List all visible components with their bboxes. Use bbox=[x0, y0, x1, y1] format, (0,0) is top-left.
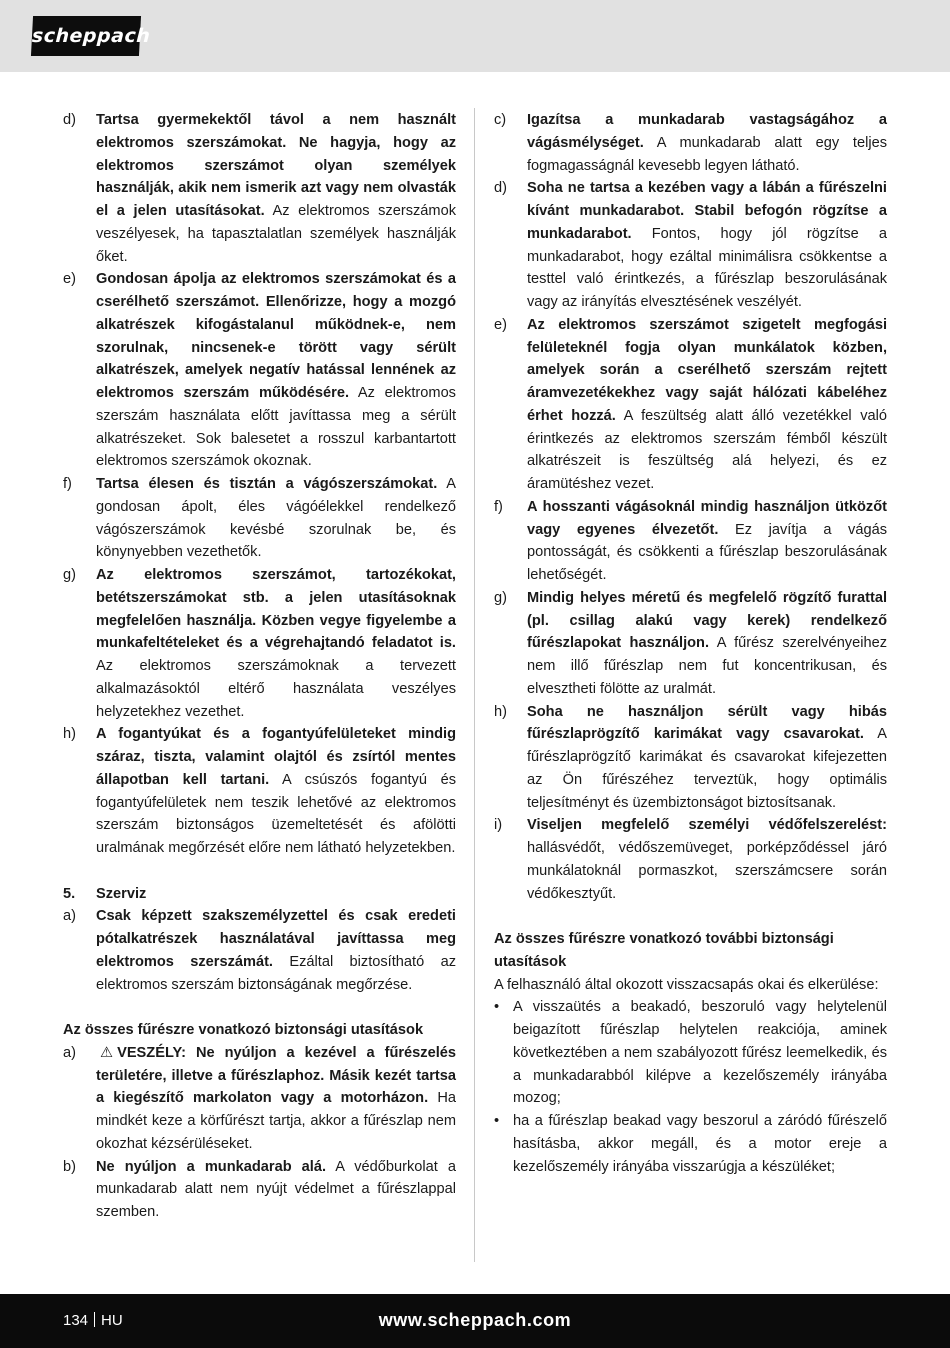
bullet-icon: • bbox=[494, 1113, 500, 1129]
item-label: f) bbox=[63, 476, 72, 492]
item-label: c) bbox=[494, 112, 507, 128]
item-label: d) bbox=[494, 180, 507, 197]
list-item-g bbox=[63, 564, 456, 723]
item-plain-text: Ezáltal biztosítható az elektromos szerszám biztonságának megőrzése. bbox=[96, 953, 456, 993]
page-number: 134 bbox=[63, 1312, 89, 1329]
list-item-e bbox=[494, 314, 887, 496]
item-plain-text: Ha mindkét keze a körfűrészt tartja, akkor a fűrészlap nem okozhat kézsérüléseket. bbox=[96, 1090, 456, 1152]
item-bold-text: Viseljen megfelelő személyi védőfelszerelést: bbox=[527, 817, 887, 834]
left-column bbox=[63, 109, 456, 1224]
item-plain-text: A feszültség alatt álló vezetékkel való érintkezés az elektromos szerszám fémből készült alkatrészeit is feszültség alá helyezi, és ez áramütéshez vezet. bbox=[527, 407, 887, 492]
item-label: b) bbox=[63, 1158, 76, 1175]
list-item-saw-b bbox=[63, 1156, 456, 1224]
list-item-service-a bbox=[63, 905, 456, 996]
item-text bbox=[527, 814, 887, 905]
item-label: e) bbox=[63, 271, 76, 288]
item-bold-text: Mindig helyes méretű és megfelelő rögzítő furattal (pl. csillag alakú vagy kerek) rendelkező fűrészlapokat használjon. bbox=[527, 589, 887, 652]
kickback-intro: A felhasználó által okozott visszacsapás okai és elkerülése: bbox=[494, 976, 879, 993]
item-bold-text: Soha ne tartsa a kezében vagy a lábán a fűrészelni kívánt munkadarabot. Stabil befogón rögzítse a munkadarabot. bbox=[527, 180, 887, 242]
item-bold-text: A hosszanti vágásoknál mindig használjon ütközőt vagy egyenes élvezetőt. bbox=[527, 498, 887, 538]
item-text bbox=[96, 1042, 456, 1156]
scheppach-logo: scheppach bbox=[31, 16, 141, 56]
list-item-i bbox=[494, 814, 887, 905]
item-label: g) bbox=[494, 589, 507, 606]
item-plain-text: A védőburkolat a munkadarab alatt nem nyújt védelmet a fűrészlappal szemben. bbox=[96, 1158, 456, 1220]
list-item-h bbox=[494, 701, 887, 815]
list-item-d bbox=[494, 177, 887, 314]
item-plain-text: A munkadarab alatt egy teljes fogmagasságnál kevesebb legyen látható. bbox=[527, 134, 887, 174]
item-text bbox=[96, 109, 456, 268]
list-item-f bbox=[63, 473, 456, 564]
bullet-text: ha a fűrészlap beakad vagy beszorul a záródó fűrészelő hasításba, akkor megáll, és a motor ereje a kezelőszemély irányába visszarúgja a készüléket; bbox=[513, 1113, 887, 1175]
item-plain-text: A csúszós fogantyú és fogantyúfelületek nem teszik lehetővé az elektromos szerszám biztonságos üzemeltetését és afölötti uralmának megőrzését előre nem látható helyzetekben. bbox=[96, 771, 456, 856]
item-bold-text: Ne nyúljon a munkadarab alá. bbox=[96, 1158, 327, 1175]
item-text bbox=[96, 473, 456, 564]
list-item-e bbox=[63, 268, 456, 473]
item-label: d) bbox=[63, 112, 76, 128]
item-bold-text: Tartsa gyermekektől távol a nem használt elektromos szerszámokat. Ne hagyja, hogy az elektromos szerszámot olyan személyek használják, akik nem ismerik azt vagy nem olvasták el a jelen utasításokat. bbox=[96, 112, 456, 219]
bullet-icon: • bbox=[494, 999, 500, 1016]
page-footer bbox=[0, 1294, 950, 1348]
list-item-saw-a bbox=[63, 1042, 456, 1156]
section-heading-service bbox=[63, 883, 456, 906]
item-bold-text: Igazítsa a munkadarab vastagságához a vágásmélységet. bbox=[527, 112, 887, 151]
language-code: HU bbox=[101, 1312, 123, 1329]
spacer bbox=[494, 905, 887, 928]
item-plain-text: hallásvédőt, védőszemüveget, porképződéssel járó munkálatoknál pormaszkot, szerszámcsere során védőkesztyűt. bbox=[527, 840, 887, 902]
item-label: h) bbox=[494, 703, 507, 720]
section-number: 5. bbox=[63, 885, 76, 902]
item-label: g) bbox=[63, 567, 76, 583]
item-text bbox=[527, 177, 887, 314]
item-text bbox=[527, 701, 887, 815]
warning-triangle-icon: ⚠ bbox=[100, 1044, 114, 1061]
item-plain-text: A gondosan ápolt, éles vágóélekkel rendelkező vágószerszámok kevésbé szorulnak be, és könynyebben vezethetők. bbox=[96, 476, 456, 561]
item-plain-text: Ez javítja a vágás pontosságát, és csökkenti a fűrészlap beszorulásának lehetőségét. bbox=[527, 521, 887, 583]
list-item-d bbox=[63, 109, 456, 268]
website-url: www.scheppach.com bbox=[378, 1310, 572, 1330]
item-plain-text: Az elektromos szerszámoknak a tervezett alkalmazásoktól eltérő használata veszélyes helyzetekhez vezethet. bbox=[96, 658, 456, 720]
list-item-f bbox=[494, 496, 887, 587]
item-text bbox=[96, 1156, 456, 1224]
item-text bbox=[96, 905, 456, 996]
item-plain-text: A fűrészlaprögzítő karimákat és csavarokat kifejezetten az Ön fűrészéhez terveztük, hogy optimális teljesítményt és üzembiztonságot biztosítsanak. bbox=[527, 726, 888, 811]
saw-safety-heading: Az összes fűrészre vonatkozó biztonsági utasítások bbox=[63, 1022, 424, 1038]
list-item-h bbox=[63, 723, 456, 860]
bullet-text: A visszaütés a beakadó, beszoruló vagy helytelenül beigazított fűrészlap helytelen reakciója, aminek következtében a nem szabályozott fűrész leemelkedik, és a munkadarabból kilépve a kezelőszemély irányába mozog; bbox=[513, 999, 887, 1107]
item-bold-text: Az elektromos szerszámot szigetelt megfogási felületeknél fogja olyan munkálatok közben, amelyek során a cserélhető szerszám rejtett áramvezetékekhez vagy saját hálózati kábeléhez érhet hozzá. bbox=[527, 316, 887, 424]
item-label: h) bbox=[63, 726, 76, 743]
item-label: i) bbox=[494, 817, 503, 834]
list-item-g bbox=[494, 587, 887, 701]
spacer bbox=[63, 860, 456, 883]
item-text bbox=[96, 564, 456, 723]
spacer bbox=[63, 996, 456, 1019]
item-bold-text: Csak képzett szakszemélyzettel és csak eredeti pótalkatrészek használatával javíttassa meg elektromos szerszámát. bbox=[96, 908, 456, 970]
additional-safety-heading: Az összes fűrészre vonatkozó további biztonsági utasítások bbox=[494, 931, 834, 970]
bullet-item bbox=[494, 1110, 887, 1178]
item-plain-text: A fűrész szerelvényeihez nem illő fűrészlap nem fut koncentrikusan, és elvesztheti fölötte az uralmát. bbox=[527, 635, 887, 697]
item-text bbox=[527, 496, 887, 587]
item-bold-text: Tartsa élesen és tisztán a vágószerszámokat. bbox=[96, 476, 438, 492]
column-divider bbox=[474, 108, 475, 1262]
right-column bbox=[494, 109, 887, 1178]
item-bold-text: Gondosan ápolja az elektromos szerszámokat és a cserélhető szerszámot. Ellenőrizze, hogy a mozgó alkatrészek kifogástalanul működnek-e, nem szorulnak, nincsenek-e törött vagy sérült alkatrészek, amelyek negatív hatással lennének az elektromos szerszám működésére. bbox=[96, 271, 456, 401]
item-text bbox=[527, 314, 887, 496]
item-plain-text: Fontos, hogy jól rögzítse a munkadarabot, hogy ezáltal minimálisra csökkentse a testtel való érintkezés, a fűrészlap beszorulásának vagy az irányítás elvesztésének veszélyét. bbox=[527, 225, 887, 310]
item-text bbox=[96, 268, 456, 473]
item-bold-text: Soha ne használjon sérült vagy hibás fűrészlaprögzítő karimákat vagy csavarokat. bbox=[527, 703, 887, 743]
item-label: e) bbox=[494, 316, 507, 333]
item-label: a) bbox=[63, 908, 76, 925]
item-text bbox=[96, 723, 456, 860]
bullet-item bbox=[494, 996, 887, 1110]
item-text bbox=[527, 587, 887, 701]
item-bold-text: Az elektromos szerszámot, tartozékokat, betétszerszámokat stb. a jelen utasításoknak megfelelően használja. Közben vegye figyelembe a munkafeltételeket és a végrehajtandó feladatot is. bbox=[96, 567, 456, 652]
list-item-c bbox=[494, 109, 887, 177]
item-bold-text: VESZÉLY: Ne nyúljon a kezével a fűrészelés területére, illetve a fűrészlaphoz. Másik kezét tartsa a kiegészítő markolaton vagy a motorházon. bbox=[96, 1044, 456, 1107]
item-text bbox=[527, 109, 887, 177]
section-title: Szerviz bbox=[96, 885, 147, 902]
item-plain-text: Az elektromos szerszám használata előtt javíttassa meg a sérült alkatrészeket. Sok balesetet a rosszul karbantartott elektromos szerszámok okoznak. bbox=[96, 385, 456, 470]
page-header bbox=[0, 0, 950, 72]
item-label: f) bbox=[494, 498, 503, 515]
item-plain-text: Az elektromos szerszámok veszélyesek, ha tapasztalatlan személyek használják őket. bbox=[96, 203, 456, 265]
item-bold-text: A fogantyúkat és a fogantyúfelületeket mindig száraz, tiszta, valamint olajtól és zsírtól mentes állapotban kell tartani. bbox=[96, 726, 456, 788]
item-label: a) bbox=[63, 1044, 76, 1061]
